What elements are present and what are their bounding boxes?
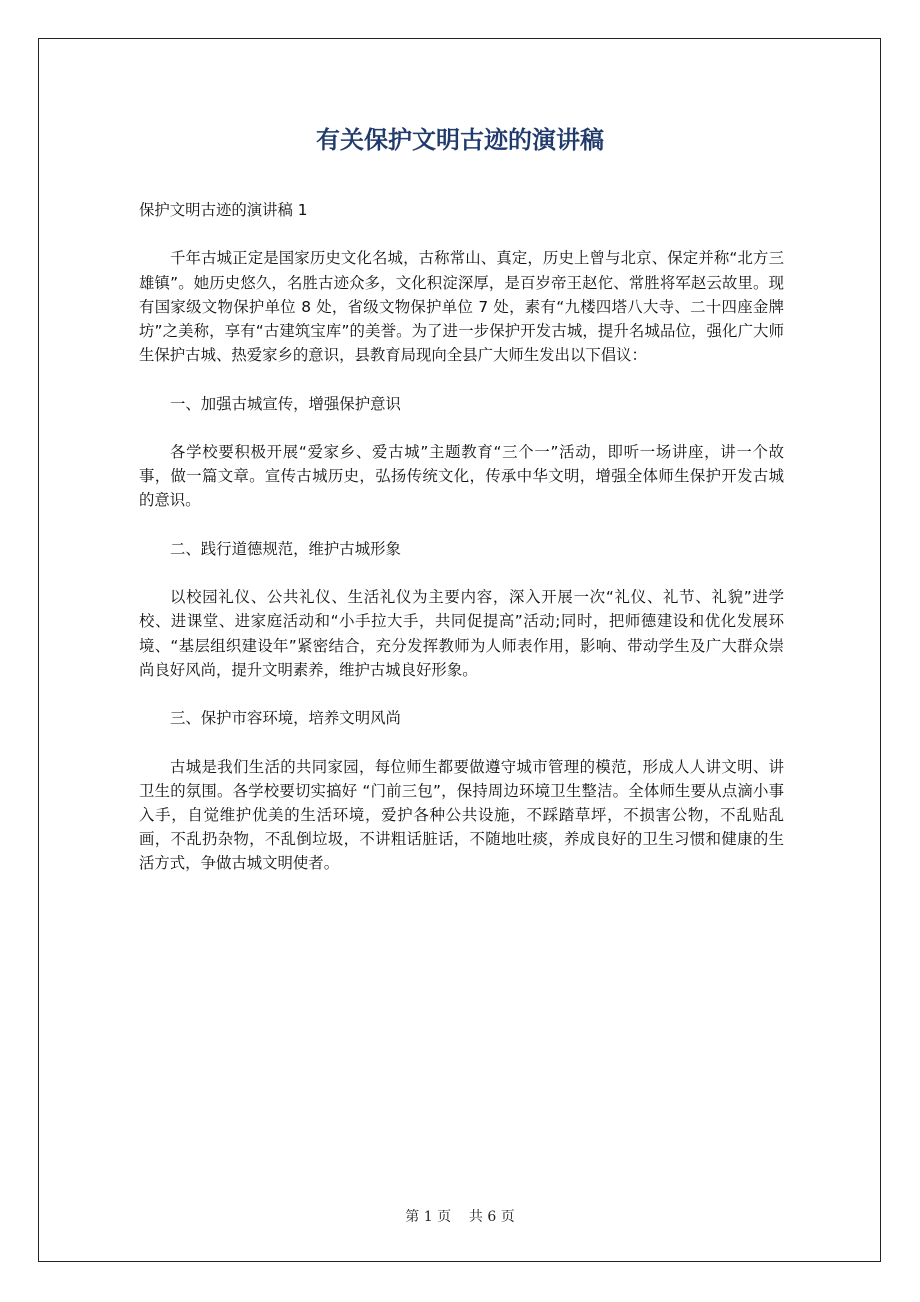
document-body xyxy=(139,198,784,900)
page-number: 第 1 页 xyxy=(405,1209,452,1225)
paragraph-section-2: 以校园礼仪、公共礼仪、生活礼仪为主要内容，深入开展一次“礼仪、礼节、礼貌”进学校、进课堂、进家庭活动和“小手拉大手，共同促提高”活动;同时，把师德建设和优化发展环境、“基层组织建设年”紧密结合，充分发挥教师为人师表作用，影响、带动学生及广大群众崇尚良好风尚，提升文明素养，维护古城良好形象。 xyxy=(139,588,784,679)
paragraph-section-3: 古城是我们生活的共同家园，每位师生都要做遵守城市管理的模范，形成人人讲文明、讲卫生的氛围。各学校要切实搞好 “门前三包”，保持周边环境卫生整洁。全体师生要从点滴小事入手，自觉维护优美的生活环境，爱护各种公共设施，不踩踏草坪，不损害公物，不乱贴乱画，不乱扔杂物，不乱倒垃圾，不讲粗话脏话，不随地吐痰，养成良好的卫生习惯和健康的生活方式，争做古城文明使者。 xyxy=(139,757,784,873)
paragraph-section-1: 各学校要积极开展“爱家乡、爱古城”主题教育“三个一”活动，即听一场讲座，讲一个故事，做一篇文章。宣传古城历史，弘扬传统文化，传承中华文明，增强全体师生保护开发古城的意识。 xyxy=(139,442,784,510)
heading-section-2: 二、践行道德规范，维护古城形象 xyxy=(170,539,401,558)
document-title: 有关保护文明古迹的演讲稿 xyxy=(316,126,604,154)
page-footer xyxy=(0,1206,920,1226)
heading-section-1: 一、加强古城宣传，增强保护意识 xyxy=(170,394,401,413)
page-total: 共 6 页 xyxy=(468,1209,515,1225)
heading-section-3: 三、保护市容环境，培养文明风尚 xyxy=(170,709,401,728)
paragraph-intro: 千年古城正定是国家历史文化名城，古称常山、真定，历史上曾与北京、保定并称“北方三雄镇”。她历史悠久，名胜古迹众多，文化积淀深厚，是百岁帝王赵佗、常胜将军赵云故里。现有国家级文物保护单位 8 处，省级文物保护单位 7 处，素有“九楼四塔八大寺、二十四座金牌坊”之美称，享有“古建筑宝库”的美誉。为了进一步保护开发古城，提升名城品位，强化广大师生保护古城、热爱家乡的意识，县教育局现向全县广大师生发出以下倡议： xyxy=(139,249,784,365)
section-subtitle: 保护文明古迹的演讲稿 1 xyxy=(139,201,308,219)
